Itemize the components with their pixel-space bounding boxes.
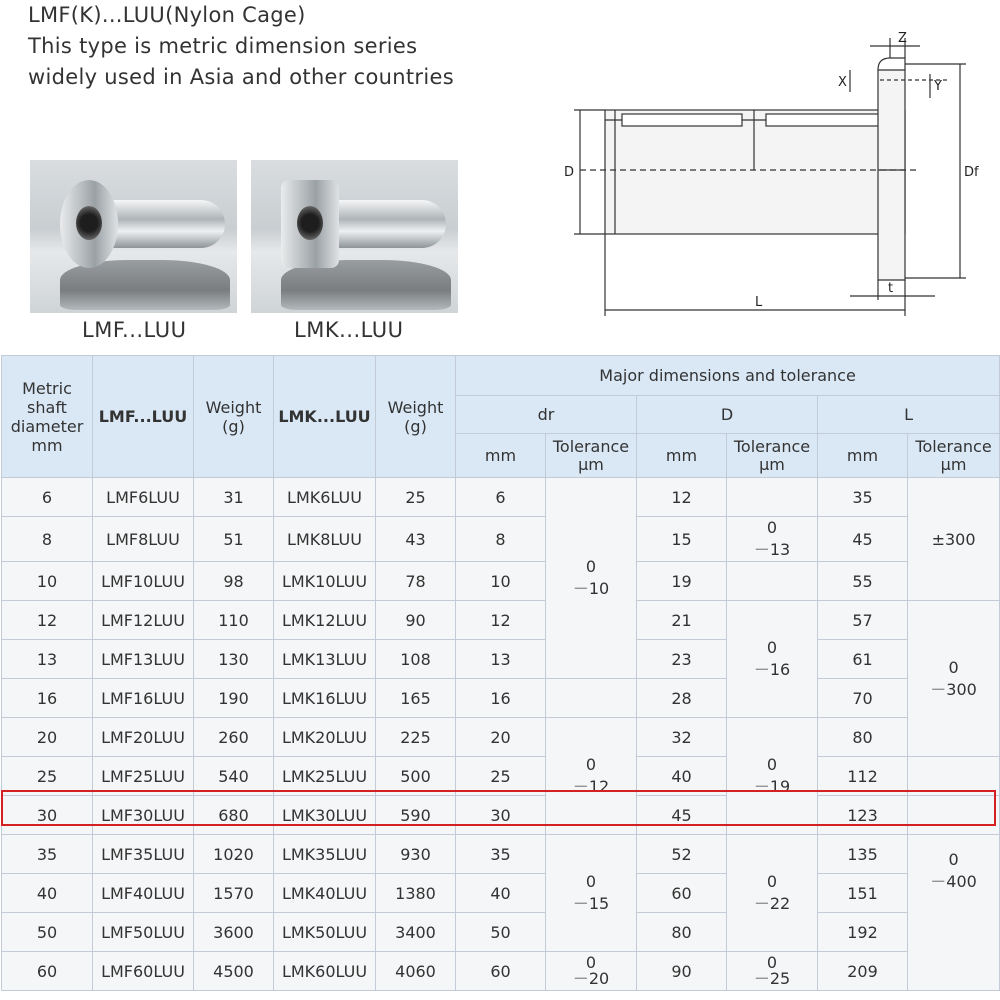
label-df: Df — [964, 165, 979, 180]
header-D: D — [637, 396, 818, 434]
label-t: t — [888, 281, 894, 296]
L-tolerance-a: ±300 — [908, 478, 1000, 601]
header-dr: dr — [456, 396, 637, 434]
intro-text — [28, 0, 454, 93]
header-metric: Metric shaft diameter mm — [2, 356, 93, 478]
header-weight-1: Weight (g) — [194, 356, 274, 478]
label-d: D — [564, 165, 575, 180]
label-z: Z — [898, 31, 907, 46]
label-y: Y — [934, 79, 942, 94]
header-weight-2: Weight (g) — [376, 356, 456, 478]
D-tolerance-d: 0 －22 — [727, 835, 818, 952]
table-row: 10 LMF10LUU 98 LMK10LUU 78 10 19 55 — [2, 562, 1000, 601]
header-lmk: LMK...LUU — [274, 356, 376, 478]
table-row: 12 LMF12LUU 110 LMK12LUU 90 12 21 0 －16 57 0 －300 — [2, 601, 1000, 640]
L-tolerance-c: 0 －400 — [908, 835, 1000, 991]
header-major: Major dimensions and tolerance — [456, 356, 1000, 396]
table-row: 35 LMF35LUU 1020 LMK35LUU 930 35 0 －15 52 0 －22 135 0 －400 — [2, 835, 1000, 874]
label-l: L — [755, 295, 763, 310]
header-dr-mm: mm — [456, 434, 546, 478]
table-row: 50 LMF50LUU 3600 LMK50LUU 3400 50 80 192 — [2, 913, 1000, 952]
table-row: 20 LMF20LUU 260 LMK20LUU 225 20 0 －12 32 0 －19 80 — [2, 718, 1000, 757]
header-D-mm: mm — [637, 434, 727, 478]
D-tolerance-a: 0 －13 — [727, 517, 818, 562]
table-row: 16 LMF16LUU 190 LMK16LUU 165 16 28 70 — [2, 679, 1000, 718]
table-row: 60 LMF60LUU 4500 LMK60LUU 4060 60 0 －20 90 0 －25 209 — [2, 952, 1000, 991]
product-title: LMF(K)...LUU(Nylon Cage) — [28, 3, 306, 27]
intro-line-3: widely used in Asia and other countries — [28, 65, 454, 89]
D-tolerance-e: 0 －25 — [727, 952, 818, 991]
header-L-mm: mm — [818, 434, 908, 478]
table-row: 6 LMF6LUU 31 LMK6LUU 25 6 0 －10 12 35 ±300 — [2, 478, 1000, 517]
lmf-photo — [30, 160, 237, 313]
dr-tolerance-d: 0 －20 — [546, 952, 637, 991]
table-row: 25 LMF25LUU 540 LMK25LUU 500 25 40 112 — [2, 757, 1000, 796]
header-L-tol: Tolerance µm — [908, 434, 1000, 478]
table-row: 13 LMF13LUU 130 LMK13LUU 108 13 23 61 — [2, 640, 1000, 679]
table-row: 40 LMF40LUU 1570 LMK40LUU 1380 40 60 151 — [2, 874, 1000, 913]
header-L: L — [818, 396, 1000, 434]
header-dr-tol: Tolerance µm — [546, 434, 637, 478]
L-tolerance-b: 0 －300 — [908, 601, 1000, 757]
lmk-photo — [251, 160, 458, 313]
D-tolerance-c: 0 －19 — [727, 718, 818, 835]
label-x: X — [838, 75, 847, 90]
dr-tolerance-c: 0 －15 — [546, 835, 637, 952]
dr-tolerance-a: 0 －10 — [546, 478, 637, 679]
table-row: 8 LMF8LUU 51 LMK8LUU 43 8 15 0 －13 45 — [2, 517, 1000, 562]
dr-tolerance-b: 0 －12 — [546, 718, 637, 835]
spec-table — [1, 355, 1000, 991]
bearing-diagram — [560, 30, 980, 320]
lmk-photo-label: LMK...LUU — [294, 318, 404, 342]
intro-line-2: This type is metric dimension series — [28, 34, 418, 58]
lmf-photo-label: LMF...LUU — [82, 318, 187, 342]
table-row-highlighted: 30 LMF30LUU 680 LMK30LUU 590 30 45 123 — [2, 796, 1000, 835]
header-D-tol: Tolerance µm — [727, 434, 818, 478]
D-tolerance-b: 0 －16 — [727, 601, 818, 718]
header-lmf: LMF...LUU — [93, 356, 194, 478]
